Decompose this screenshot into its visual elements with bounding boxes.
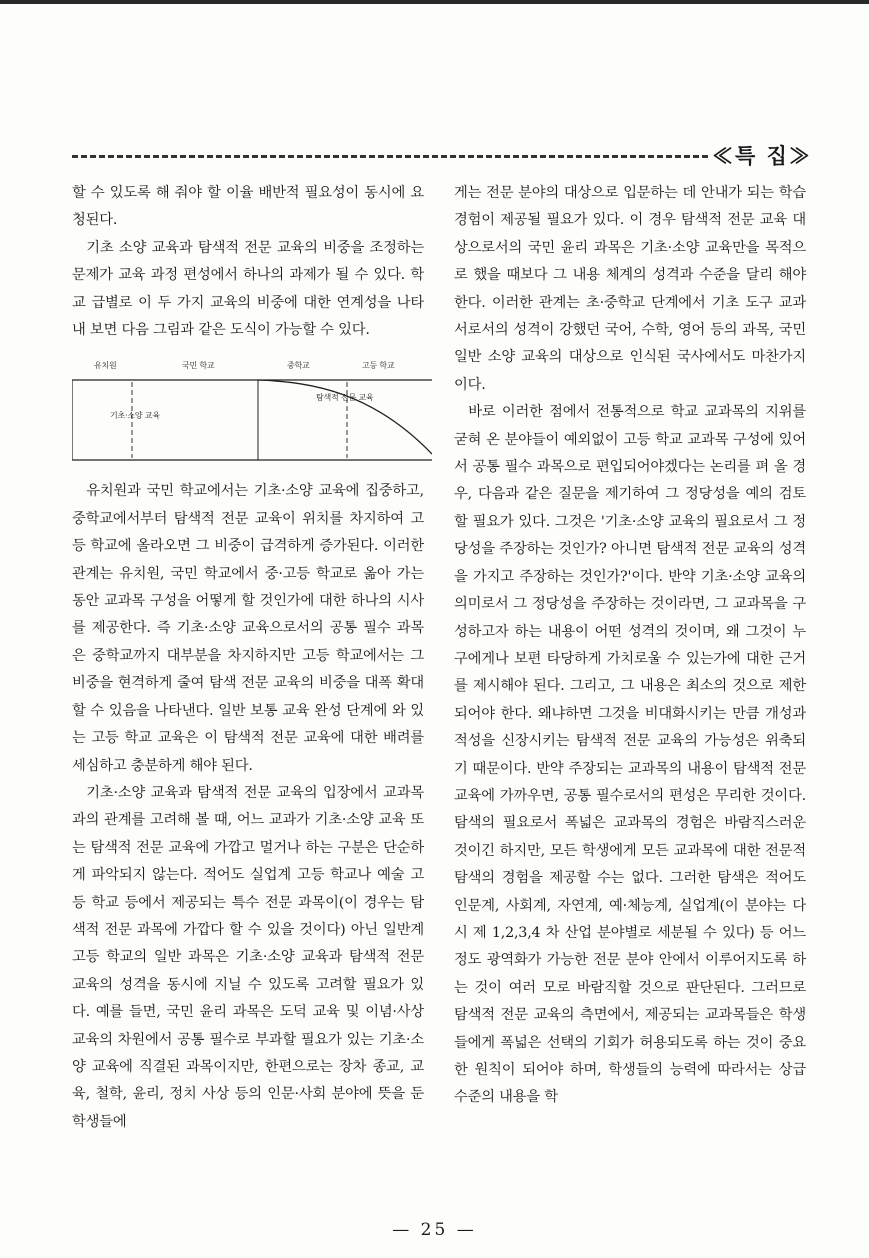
header-dashed-rule [72,155,708,158]
paragraph: 유치원과 국민 학교에서는 기초·소양 교육에 집중하고, 중학교에서부터 탐색적 전문 교육이 위치를 차지하여 고등 학교에 올라오면 그 비중이 급격하게 증가된다. 이러한 관계는 유치원, 국민 학교에서 중·고등 학교로 옮아 가는 동안 교과목 구성을 어떻게 할 것인가에 대한 하나의 시사를 제공한다. 즉 기초·소양 교육으로서의 공통 필수 과목은 중학교까지 대부분을 차지하지만 고등 학교에서는 그 비중을 현격하게 줄여 탐색 전문 교육의 비중을 대폭 확대할 수 있음을 나타낸다. 일반 보통 교육 완성 단계에 와 있는 고등 학교 교육은 이 탐색적 전문 교육에 대한 배려를 세심하고 충분하게 해야 된다. [72,483,424,774]
stage-label-high: 고등 학교 [362,361,395,371]
paragraph: 바로 이러한 점에서 전통적으로 학교 교과목의 지위를 굳혀 온 분야들이 예외없이 고등 학교 교과목 구성에 있어서 공통 필수 과목으로 편입되어야겠다는 논리를 펴 올 경우, 다음과 같은 질문을 제기하여 그 정당성을 예의 검토할 필요가 있다. 그것은 '기초·소양 교육의 필요로서 그 정당성을 주장하는 것인가? 아니면 탐색적 전문 교육의 성격을 가지고 주장하는 것인가?'이다. 반약 기초·소양 교육의 의미로서 그 정당성을 주장하는 것이라면, 그 교과목을 구성하고자 하는 내용이 어떤 성격의 것이며, 왜 그것이 누구에게나 보편 타당하게 가치로울 수 있는가에 대한 근거를 제시해야 된다. 그리고, 그 내용은 최소의 것으로 제한되어야 한다. 왜냐하면 그것을 비대화시키는 만큼 개성과 적성을 신장시키는 탐색적 전문 교육의 가능성은 위축되기 때문이다. 반약 주장되는 교과목의 내용이 탐색적 전문 교육에 가까우면, 공통 필수로서의 편성은 무리한 것이다. 탐색의 필요로서 폭넓은 교과목의 경험은 바람직스러운 것이긴 하지만, 모든 학생에게 모든 교과목에 대한 전문적 탐색의 경험을 제공할 수는 없다. 그러한 탐색은 적어도 인문계, 사회계, 자연계, 예·체능계, 실업계(이 분야는 다시 제 1,2,3,4 차 산업 분야별로 세분될 수 있다) 등 어느 정도 광역화가 가능한 전문 분야 안에서 이루어지도록 하는 것이 여러 모로 바람직할 것으로 판단된다. 그러므로 탐색적 전문 교육의 측면에서, 제공되는 교과목들은 학생들에게 폭넓은 선택의 기회가 허용되도록 하는 것이 중요한 원칙이 되어야 하며, 학생들의 능력에 따라서는 상급 수준의 내용을 학 [454,404,806,1106]
page-number: — 25 — [392,1220,477,1240]
section-tag: ≪특 집≫ [712,143,812,168]
stage-label-elementary: 국민 학교 [182,361,215,371]
stage-label-middle: 중학교 [287,361,310,371]
education-stage-diagram [72,358,432,468]
label-basic-education: 기초·소양 교육 [110,411,160,421]
paragraph: 기초 소양 교육과 탐색적 전문 교육의 비중을 조정하는 문제가 교육 과정 편성에서 하나의 과제가 될 수 있다. 학교 급별로 이 두 가지 교육의 비중에 대한 연계성을 나타내 보면 다음 그림과 같은 도식이 가능할 수 있다. [72,239,424,339]
paragraph: 게는 전문 분야의 대상으로 입문하는 데 안내가 되는 학습 경험이 제공될 필요가 있다. 이 경우 탐색적 전문 교육 대상으로서의 국민 윤리 과목은 기초·소양 교육만을 목적으로 했을 때보다 그 내용 체계의 성격과 수준을 달리 해야 한다. 이러한 관계는 초·중학교 단계에서 기초 도구 교과서로서의 성격이 강했던 국어, 수학, 영어 등의 과목, 국민 일반 소양 교육의 대상으로 인식된 국사에서도 마찬가지이다. [454,185,806,393]
stage-label-kindergarten: 유치원 [94,361,117,371]
paragraph: 할 수 있도록 해 줘야 할 이율 배반적 필요성이 동시에 요청된다. [72,185,424,229]
page-top-edge [0,0,869,4]
left-column [72,180,424,1136]
label-exploratory-education: 탐색적 전문 교육 [316,393,374,403]
paragraph: 기초·소양 교육과 탐색적 전문 교육의 입장에서 교과목과의 관계를 고려해 볼 때, 어느 교과가 기초·소양 교육 또는 탐색적 전문 교육에 가깝고 멀거나 하는 구분은 단순하게 파악되지 않는다. 적어도 실업계 고등 학교나 예술 고등 학교 등에서 제공되는 특수 전문 과목이(이 경우는 탐색적 전문 과목에 가깝다 할 수 있을 것이다) 아닌 일반계 고등 학교의 일반 과목은 기초·소양 교육과 탐색적 전문 교육의 성격을 동시에 지닐 수 있도록 고려할 필요가 있다. 예를 들면, 국민 윤리 과목은 도덕 교육 및 이념·사상 교육의 차원에서 공통 필수로 부과할 필요가 있는 기초·소양 교육에 직결된 과목이지만, 한편으로는 장차 종교, 교육, 철학, 윤리, 정치 사상 등의 인문·사회 분야에 뜻을 둔 학생들에 [72,784,424,1130]
right-column [454,180,806,1112]
exploratory-education-curve [258,380,432,454]
